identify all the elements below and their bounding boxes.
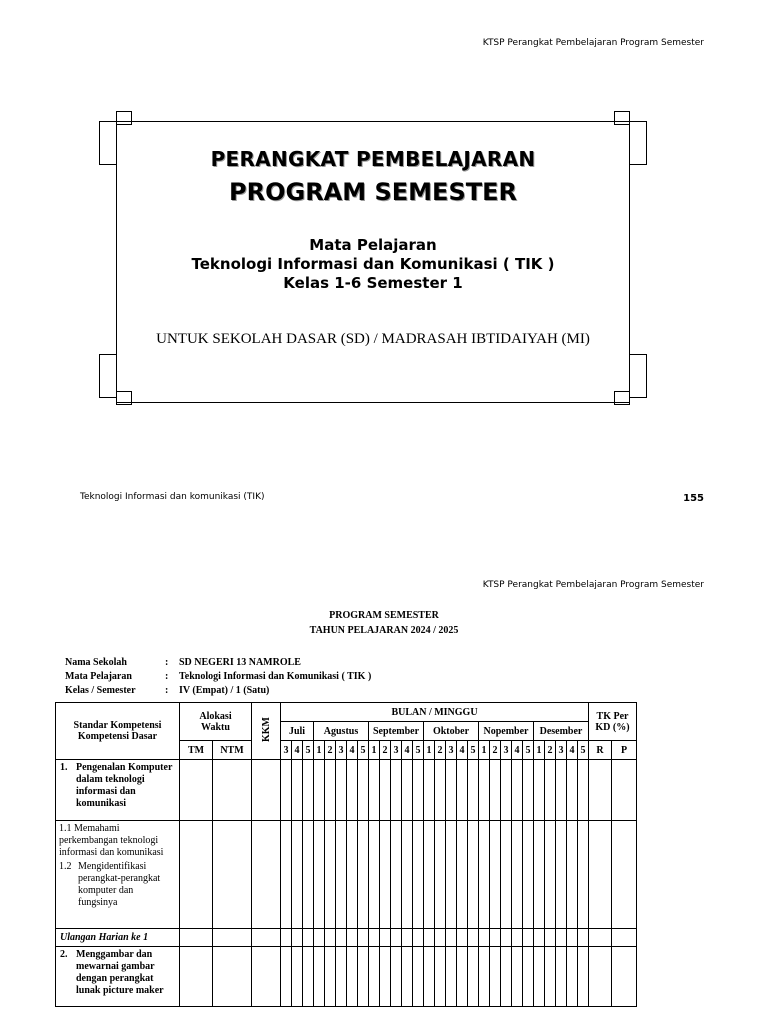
sk-2-number: 2. <box>60 949 68 960</box>
frame-side-tick <box>630 164 647 165</box>
week-cell: 4 <box>402 741 413 760</box>
month-oktober: Oktober <box>424 722 479 741</box>
header-tm: TM <box>180 741 213 760</box>
frame-corner-bl <box>116 391 132 405</box>
month-juli: Juli <box>281 722 314 741</box>
frame-side-tick <box>630 397 647 398</box>
info-value: IV (Empat) / 1 (Satu) <box>179 685 270 696</box>
week-cell: 3 <box>391 741 402 760</box>
info-colon: : <box>165 671 169 682</box>
month-desember: Desember <box>534 722 589 741</box>
header-tk <box>589 703 637 741</box>
table-row <box>56 929 637 947</box>
week-cell: 5 <box>578 741 589 760</box>
cover-subject-name: Teknologi Informasi dan Komunikasi ( TIK ) <box>191 255 555 273</box>
month-september: September <box>369 722 424 741</box>
kd-1-2-text: Mengidentifikasi perangkat-perangkat komputer dan fungsinya <box>78 861 161 908</box>
week-cell: 4 <box>567 741 578 760</box>
week-cell: 4 <box>347 741 358 760</box>
frame-corner-tl <box>116 111 132 125</box>
info-label: Mata Pelajaran <box>65 671 132 682</box>
frame-side-tick <box>99 397 116 398</box>
kd-1-2-number: 1.2 <box>59 861 72 872</box>
week-cell: 1 <box>314 741 325 760</box>
header-kkm-label: KKM <box>260 717 272 742</box>
cover-class-semester: Kelas 1-6 Semester 1 <box>283 274 463 292</box>
cover-subject-label: Mata Pelajaran <box>309 236 437 254</box>
kd-1-1-number: 1.1 <box>59 823 72 834</box>
frame-corner-tr <box>614 111 630 125</box>
program-title: PROGRAM SEMESTER <box>329 610 439 621</box>
frame-side-tick <box>99 121 116 122</box>
week-cell: 4 <box>457 741 468 760</box>
header-sk-line1: Standar Kompetensi <box>73 720 162 731</box>
header-sk <box>56 703 180 760</box>
frame-side-tick <box>630 354 647 355</box>
week-cell: 5 <box>413 741 424 760</box>
page-number: 155 <box>683 493 704 504</box>
week-cell: 4 <box>292 741 303 760</box>
week-cell: 5 <box>468 741 479 760</box>
week-cell: 2 <box>490 741 501 760</box>
frame-side-tick <box>99 354 116 355</box>
week-cell: 2 <box>380 741 391 760</box>
week-cell: 2 <box>325 741 336 760</box>
cover-title-line2: PROGRAM SEMESTER <box>229 178 517 206</box>
week-cell: 3 <box>501 741 512 760</box>
frame-side-line <box>646 354 647 398</box>
sk-1 <box>60 762 175 810</box>
info-value: SD NEGERI 13 NAMROLE <box>179 657 301 668</box>
table-row <box>56 821 637 929</box>
info-colon: : <box>165 657 169 668</box>
info-row-class <box>65 684 371 698</box>
info-label: Nama Sekolah <box>65 657 127 668</box>
header-alokasi-line1: Alokasi <box>199 710 232 722</box>
page1-header: KTSP Perangkat Pembelajaran Program Semester <box>482 38 704 48</box>
header-tk-line1: TK Per <box>596 710 629 722</box>
kd-1-1 <box>59 823 175 859</box>
kd-1-2 <box>59 861 175 909</box>
cover-school-type: UNTUK SEKOLAH DASAR (SD) / MADRASAH IBTIDAIYAH (MI) <box>156 331 590 347</box>
header-p: P <box>612 741 637 760</box>
week-cell: 3 <box>336 741 347 760</box>
header-sk-line2: Kompetensi Dasar <box>77 731 158 742</box>
week-cell: 1 <box>534 741 545 760</box>
frame-side-tick <box>630 121 647 122</box>
frame-corner-br <box>614 391 630 405</box>
info-label: Kelas / Semester <box>65 685 136 696</box>
header-r: R <box>589 741 612 760</box>
kd-cell <box>56 821 180 929</box>
week-cell: 3 <box>446 741 457 760</box>
info-row-school <box>65 656 371 670</box>
month-agustus: Agustus <box>314 722 369 741</box>
week-cell: 4 <box>512 741 523 760</box>
header-ntm: NTM <box>213 741 252 760</box>
week-cell: 1 <box>479 741 490 760</box>
header-bulan: BULAN / MINGGU <box>281 703 589 722</box>
sk-2 <box>60 949 175 997</box>
table-row <box>56 947 637 1007</box>
week-cell: 5 <box>303 741 314 760</box>
kd-1-1-text: Memahami perkembangan teknologi informasi dan komunikasi <box>59 823 164 858</box>
week-cell: 1 <box>424 741 435 760</box>
week-cell: 2 <box>545 741 556 760</box>
frame-side-line <box>99 121 100 165</box>
week-cell: 5 <box>523 741 534 760</box>
sk-2-text: Menggambar dan mewarnai gambar dengan perangkat lunak picture maker <box>76 949 164 996</box>
frame-side-tick <box>99 164 116 165</box>
week-cell: 5 <box>358 741 369 760</box>
header-alokasi-line2: Waktu <box>201 721 230 733</box>
cover-title-line1: PERANGKAT PEMBELAJARAN <box>210 147 536 171</box>
week-cell: 3 <box>281 741 292 760</box>
info-value: Teknologi Informasi dan Komunikasi ( TIK ) <box>179 671 372 682</box>
sk-1-text: Pengenalan Komputer dalam teknologi informasi dan komunikasi <box>76 762 173 809</box>
week-cell: 1 <box>369 741 380 760</box>
sk-1-cell <box>56 760 180 821</box>
table-row <box>56 760 637 821</box>
sk-1-number: 1. <box>60 762 68 773</box>
week-cell: 2 <box>435 741 446 760</box>
frame-side-line <box>99 354 100 398</box>
sk-2-cell <box>56 947 180 1007</box>
header-tk-line2: KD (%) <box>595 721 630 733</box>
frame-side-line <box>646 121 647 165</box>
header-alokasi <box>180 703 252 741</box>
week-cell: 3 <box>556 741 567 760</box>
header-kkm <box>252 703 281 760</box>
program-semester-table <box>55 702 637 1007</box>
month-nopember: Nopember <box>479 722 534 741</box>
info-row-subject <box>65 670 371 684</box>
page1-footer-text: Teknologi Informasi dan komunikasi (TIK) <box>80 492 265 502</box>
school-info <box>65 656 371 698</box>
program-year: TAHUN PELAJARAN 2024 / 2025 <box>309 625 459 636</box>
ulangan-harian: Ulangan Harian ke 1 <box>56 929 180 947</box>
info-colon: : <box>165 685 169 696</box>
page2-header: KTSP Perangkat Pembelajaran Program Semester <box>482 580 704 590</box>
